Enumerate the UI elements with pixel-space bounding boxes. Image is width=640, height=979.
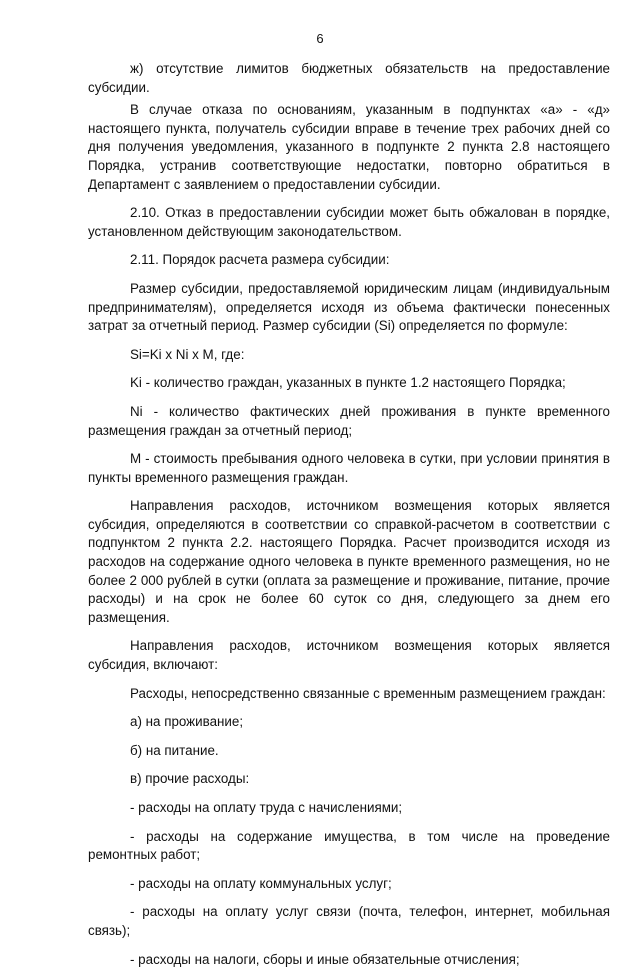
- list-item-utilities: - расходы на оплату коммунальных услуг;: [130, 875, 392, 891]
- paragraph-subsidy-limits: ж) отсутствие лимитов бюджетных обязательств на предоставление субсидии.: [88, 61, 610, 95]
- paragraph-expense-directions: Направления расходов, источником возмещения которых является субсидия, определяются в соответствии со справкой-расчетом в соответствии с подпунктом 2 пункта 2.2. настоящего Порядка. Расчет производится исходя из расходов на содержание одного человека в пункте временного размещения, но не более 2 000 рублей в сутки (оплата за размещение и проживание, питание, прочие расходы) и на срок не более 60 суток со дня, следующего за днем его размещения.: [88, 498, 610, 625]
- paragraph-placement-expenses: Расходы, непосредственно связанные с временным размещением граждан:: [130, 685, 606, 701]
- formula-m-definition: M - стоимость пребывания одного человека в сутки, при условии принятия в пункты временного размещения граждан.: [88, 451, 610, 485]
- paragraph-refusal-appeal: В случае отказа по основаниям, указанным в подпунктах «а» - «д» настоящего пункта, получатель субсидии вправе в течение трех рабочих дней со дня получения уведомления, указанного в подпункте 2 пункта 2.8 настоящего Порядка, устранив соответствующие недостатки, повторно обратиться в Департамент с заявлением о предоставлении субсидии.: [88, 102, 610, 192]
- list-item-property: - расходы на содержание имущества, в том числе на проведение ремонтных работ;: [88, 828, 610, 863]
- list-item-communications: - расходы на оплату услуг связи (почта, телефон, интернет, мобильная связь);: [88, 904, 610, 938]
- list-item-food: б) на питание.: [130, 742, 219, 758]
- formula-ki-definition: Ki - количество граждан, указанных в пункте 1.2 настоящего Порядка;: [130, 375, 566, 391]
- formula-ni-definition: Ni - количество фактических дней проживания в пункте временного размещения граждан за отчетный период;: [88, 403, 610, 438]
- paragraph-2-10: 2.10. Отказ в предоставлении субсидии может быть обжалован в порядке, установленном действующим законодательством.: [88, 205, 610, 239]
- list-item-other: в) прочие расходы:: [130, 771, 250, 787]
- paragraph-subsidy-size: Размер субсидии, предоставляемой юридическим лицам (индивидуальным предпринимателям), определяется исходя из объема фактически понесенных затрат за отчетный период. Размер субсидии (Si) определяется по формуле:: [88, 280, 610, 334]
- list-item-taxes: - расходы на налоги, сборы и иные обязательные отчисления;: [130, 951, 520, 967]
- paragraph-expense-includes: Направления расходов, источником возмещения которых является субсидия, включают:: [88, 638, 610, 673]
- paragraph-2-11-heading: 2.11. Порядок расчета размера субсидии:: [130, 252, 390, 268]
- document-body: [88, 60, 610, 979]
- list-item-wages: - расходы на оплату труда с начислениями;: [130, 800, 403, 815]
- list-item-accommodation: а) на проживание;: [130, 714, 244, 730]
- page-number: 6: [316, 31, 324, 46]
- formula: Si=Ki x Ni x M, где:: [130, 346, 245, 362]
